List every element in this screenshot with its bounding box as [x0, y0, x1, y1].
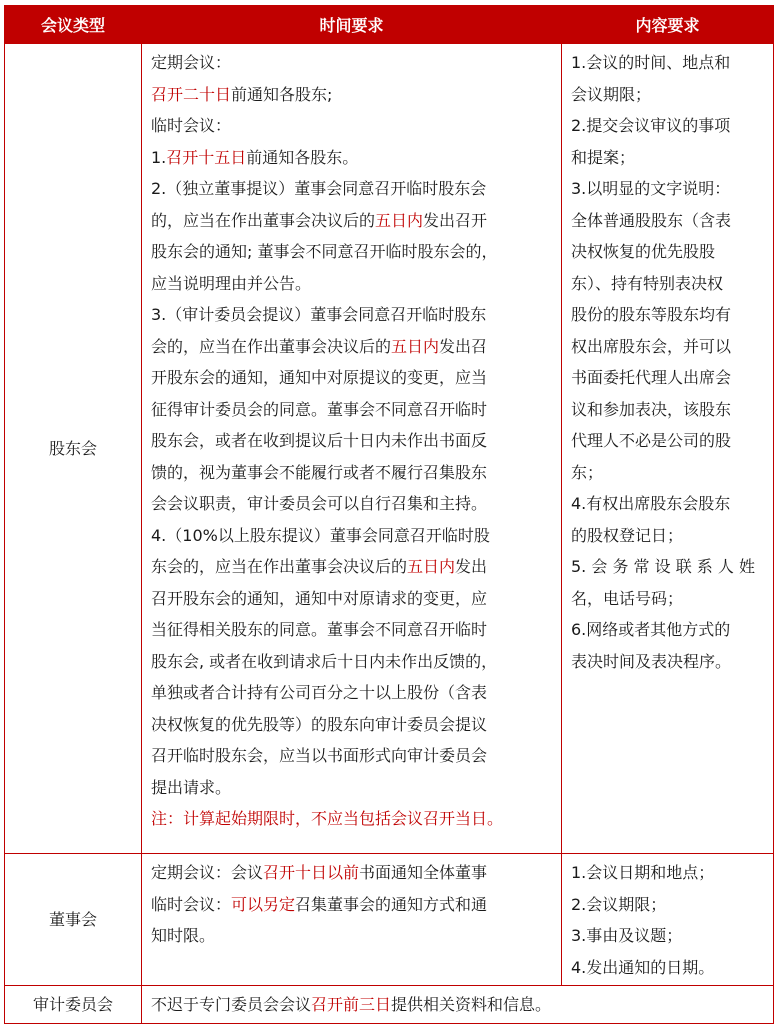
text-segment: 单独或者合计持有公司百分之十以上股份（含表	[151, 683, 488, 702]
text-segment: 股东会, 或者在收到请求后十日内未作出反馈的，	[151, 651, 498, 671]
time-line	[151, 142, 555, 174]
meeting-type-cell: 审计委员会	[5, 986, 142, 1024]
time-line	[151, 583, 555, 615]
text-segment: 当征得相关股东的同意。董事会不同意召开临时	[151, 620, 488, 639]
time-line	[151, 110, 555, 142]
time-line	[151, 425, 555, 457]
text-segment: 决权恢复的优先股等）的股东向审计委员会提议	[151, 714, 488, 734]
content-line: 的股权登记日；	[571, 525, 684, 545]
time-line	[151, 394, 555, 426]
content-line: 1.会议日期和地点；	[571, 863, 715, 882]
time-line	[151, 772, 555, 804]
time-line	[151, 331, 555, 363]
text-segment: 书面通知全体董事	[359, 863, 488, 882]
time-line	[151, 857, 555, 889]
time-requirement-cell	[142, 44, 562, 854]
header-meeting-type: 会议类型	[5, 6, 142, 44]
time-line	[151, 889, 555, 921]
row-audit-committee	[5, 986, 774, 1024]
text-segment: 发出	[455, 557, 488, 576]
time-line	[151, 920, 555, 952]
text-segment: 股东会的通知; 董事会不同意召开临时股东会的，	[151, 242, 498, 261]
text-segment: 召开临时股东会，应当以书面形式向审计委员会	[151, 746, 488, 765]
time-line	[151, 520, 555, 552]
content-line: 6.网络或者其他方式的	[571, 620, 731, 639]
highlighted-text: 召开十五日	[166, 147, 247, 167]
time-line	[151, 457, 555, 489]
content-line: 股份的股东等股东均有	[571, 305, 732, 324]
text-segment: 临时会议：	[151, 894, 232, 914]
meeting-type-cell: 股东会	[5, 44, 142, 854]
time-line	[151, 79, 555, 111]
content-line: 5. 会 务 常 设 联 系 人 姓	[571, 557, 755, 576]
text-segment: 提供相关资料和信息。	[391, 995, 552, 1014]
text-segment: 知时限。	[151, 926, 216, 945]
content-line: 名，电话号码；	[571, 588, 684, 608]
text-segment: 3.（审计委员会提议）董事会同意召开临时股东	[151, 305, 487, 324]
content-line: 权出席股东会，并可以	[571, 336, 732, 356]
text-segment: 召开股东会的通知，通知中对原请求的变更，应	[151, 588, 488, 608]
content-line: 1.会议的时间、地点和	[571, 53, 731, 72]
row-board-meeting	[5, 854, 774, 986]
row-shareholders-meeting	[5, 44, 774, 854]
time-line	[151, 803, 555, 835]
content-line: 和提案；	[571, 147, 636, 167]
content-line: 表决时间及表决程序。	[571, 651, 732, 671]
content-line: 东；	[571, 462, 604, 482]
highlighted-text: 五日内	[407, 557, 456, 576]
text-segment: 发出召开	[423, 210, 488, 230]
text-segment: 前通知各股东。	[246, 147, 359, 167]
text-segment: 临时会议：	[151, 116, 232, 135]
content-line: 3.以明显的文字说明：	[571, 179, 731, 198]
header-content-requirement: 内容要求	[562, 6, 774, 44]
time-line	[151, 236, 555, 268]
content-line: 3.事由及议题；	[571, 926, 683, 945]
text-segment: 会会议职责，审计委员会可以自行召集和主持。	[151, 494, 488, 513]
text-segment: 馈的，视为董事会不能履行或者不履行召集股东	[151, 462, 488, 482]
meeting-requirements-table	[4, 5, 774, 1024]
time-line	[151, 740, 555, 772]
highlighted-text: 五日内	[391, 336, 440, 356]
time-line	[151, 47, 555, 79]
time-requirement-cell	[142, 854, 562, 986]
highlighted-text: 五日内	[375, 210, 424, 230]
content-line: 决权恢复的优先股股	[571, 242, 716, 261]
table-header-row	[5, 6, 774, 44]
time-line	[151, 709, 555, 741]
time-line	[151, 362, 555, 394]
text-segment: 征得审计委员会的同意。董事会不同意召开临时	[151, 399, 488, 419]
content-line: 代理人不必是公司的股	[571, 431, 732, 450]
content-line: 2.会议期限；	[571, 894, 667, 914]
highlighted-text: 召开二十日	[151, 84, 232, 104]
content-line: 书面委托代理人出席会	[571, 368, 732, 387]
highlighted-text: 召开十日以前	[263, 863, 360, 882]
header-time-requirement: 时间要求	[142, 6, 562, 44]
time-line	[151, 614, 555, 646]
content-requirement-cell	[562, 44, 774, 854]
text-segment: 应当说明理由并公告。	[151, 273, 312, 293]
highlighted-text: 注：计算起始期限时，不应当包括会议召开当日。	[151, 809, 504, 828]
content-line: 议和参加表决，该股东	[571, 399, 732, 419]
content-line: 4.有权出席股东会股东	[571, 494, 731, 513]
time-line	[151, 205, 555, 237]
text-segment: 提出请求。	[151, 777, 232, 797]
text-segment: 定期会议：会议	[151, 863, 264, 882]
text-segment: 2.（独立董事提议）董事会同意召开临时股东会	[151, 179, 487, 198]
content-requirement-cell	[562, 854, 774, 986]
text-segment: 前通知各股东;	[231, 84, 333, 104]
meeting-type-cell: 董事会	[5, 854, 142, 986]
time-line	[151, 677, 555, 709]
text-segment: 发出召	[439, 336, 488, 356]
text-segment: 4.（10%以上股东提议）董事会同意召开临时股	[151, 525, 490, 545]
text-segment: 开股东会的通知，通知中对原提议的变更，应当	[151, 368, 488, 387]
highlighted-text: 可以另定	[231, 894, 296, 914]
time-line	[151, 488, 555, 520]
text-segment: 股东会，或者在收到提议后十日内未作出书面反	[151, 431, 488, 450]
content-line: 全体普通股股东（含表	[571, 210, 732, 230]
highlighted-text: 召开前三日	[311, 995, 392, 1014]
time-line	[151, 299, 555, 331]
text-segment: 1.	[151, 147, 167, 167]
time-line	[151, 989, 767, 1021]
text-segment: 定期会议：	[151, 53, 232, 72]
time-line	[151, 173, 555, 205]
text-segment: 召集董事会的通知方式和通	[295, 894, 488, 914]
content-line: 4.发出通知的日期。	[571, 957, 715, 977]
content-line: 2.提交会议审议的事项	[571, 116, 731, 135]
text-segment: 不迟于专门委员会会议	[151, 995, 312, 1014]
text-segment: 会的，应当在作出董事会决议后的	[151, 336, 392, 356]
content-line: 会议期限；	[571, 84, 652, 104]
time-line	[151, 646, 555, 678]
text-segment: 的，应当在作出董事会决议后的	[151, 210, 376, 230]
time-requirement-cell	[142, 986, 774, 1024]
content-line: 东）、持有特别表决权	[571, 273, 724, 293]
time-line	[151, 551, 555, 583]
text-segment: 东会的，应当在作出董事会决议后的	[151, 557, 408, 576]
time-line	[151, 268, 555, 300]
